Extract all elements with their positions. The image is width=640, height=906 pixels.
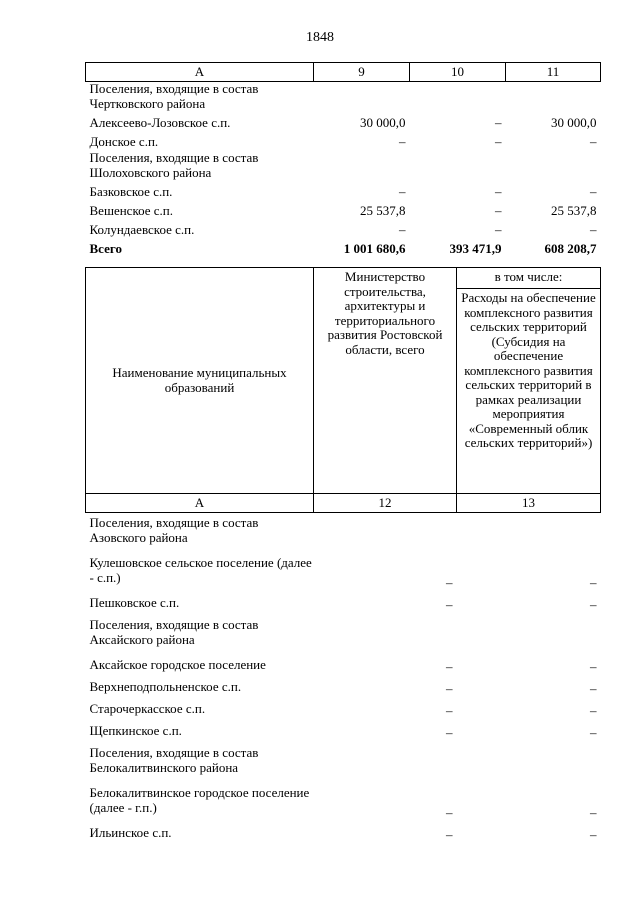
value-12: – xyxy=(446,596,453,612)
value-9 xyxy=(314,82,410,114)
row-name: Алексеево-Лозовское с.п. xyxy=(89,115,231,130)
column-header-a: А xyxy=(86,63,314,82)
value-11: – xyxy=(590,134,597,149)
column-header-10: 10 xyxy=(410,63,506,82)
value-12 xyxy=(314,615,457,655)
value-13 xyxy=(457,513,601,554)
value-11 xyxy=(506,151,601,182)
value-10 xyxy=(410,82,506,114)
row-name: Поселения, входящие в состав Аксайского района xyxy=(89,617,259,647)
value-13: – xyxy=(590,826,597,842)
value-9 xyxy=(314,151,410,182)
value-11: – xyxy=(590,184,597,199)
value-11: 30 000,0 xyxy=(551,115,597,130)
value-13: – xyxy=(590,724,597,740)
budget-table-part-1 xyxy=(85,62,601,259)
row-name: Вешенское с.п. xyxy=(89,203,174,218)
value-9: – xyxy=(399,134,406,149)
row-name: Поселения, входящие в состав Белокалитвинского района xyxy=(89,745,259,775)
value-12: – xyxy=(446,658,453,674)
row-name: Верхнеподпольненское с.п. xyxy=(89,679,242,694)
table-row xyxy=(86,132,601,151)
total-value-11: 608 208,7 xyxy=(544,241,597,256)
table-header-row xyxy=(86,268,601,289)
value-13: – xyxy=(590,804,597,820)
row-name: Белокалитвинское городское поселение (далее - г.п.) xyxy=(89,785,310,815)
value-13: – xyxy=(590,702,597,718)
value-10: – xyxy=(495,203,502,218)
value-10: – xyxy=(495,222,502,237)
value-10: – xyxy=(495,134,502,149)
value-12: – xyxy=(446,826,453,842)
table-row xyxy=(86,699,601,721)
column-header-a: А xyxy=(86,494,314,513)
budget-table-part-2 xyxy=(85,267,601,845)
row-name: Поселения, входящие в состав Шолоховского района xyxy=(89,150,259,180)
table-row xyxy=(86,743,601,783)
value-13: – xyxy=(590,658,597,674)
total-value-10: 393 471,9 xyxy=(449,241,502,256)
value-12: – xyxy=(446,574,453,590)
header-rural-development-expenses: Расходы на обеспечение комплексного развития сельских территорий (Субсидия на обеспечение комплексного развития сельских территорий в рамках реализации мероприятия «Современный облик сельских территорий») xyxy=(457,289,601,494)
header-including: в том числе: xyxy=(457,268,601,289)
table-row xyxy=(86,677,601,699)
table-row xyxy=(86,220,601,239)
column-header-13: 13 xyxy=(457,494,601,513)
value-9: – xyxy=(399,184,406,199)
value-10 xyxy=(410,151,506,182)
table-row xyxy=(86,615,601,655)
row-name: Поселения, входящие в состав Азовского района xyxy=(89,515,259,545)
header-municipal-names: Наименование муниципальных образований xyxy=(86,268,314,494)
column-header-12: 12 xyxy=(314,494,457,513)
total-label: Всего xyxy=(89,241,122,256)
value-9: 30 000,0 xyxy=(360,115,406,130)
row-name: Базковское с.п. xyxy=(89,184,173,199)
value-13: – xyxy=(590,596,597,612)
value-11: 25 537,8 xyxy=(551,203,597,218)
table-header-row xyxy=(86,63,601,82)
table-row xyxy=(86,593,601,615)
row-name: Старочеркасское с.п. xyxy=(89,701,206,716)
column-header-9: 9 xyxy=(314,63,410,82)
total-row xyxy=(86,239,601,259)
value-10: – xyxy=(495,115,502,130)
value-13 xyxy=(457,615,601,655)
row-name: Аксайское городское поселение xyxy=(89,657,266,672)
value-9: 25 537,8 xyxy=(360,203,406,218)
value-10: – xyxy=(495,184,502,199)
value-9: – xyxy=(399,222,406,237)
table-row xyxy=(86,655,601,677)
value-12: – xyxy=(446,804,453,820)
table-row xyxy=(86,182,601,201)
value-13: – xyxy=(590,574,597,590)
row-name: Донское с.п. xyxy=(89,134,159,149)
row-name: Ильинское с.п. xyxy=(89,825,172,840)
table-row xyxy=(86,82,601,114)
value-13: – xyxy=(590,680,597,696)
table-row xyxy=(86,113,601,132)
value-12 xyxy=(314,513,457,554)
row-name: Поселения, входящие в состав Чертковского района xyxy=(89,81,259,111)
value-12 xyxy=(314,743,457,783)
table-row xyxy=(86,513,601,554)
value-11 xyxy=(506,82,601,114)
total-value-9: 1 001 680,6 xyxy=(343,241,406,256)
row-name: Кулешовское сельское поселение (далее - с.п.) xyxy=(89,555,312,585)
table-row xyxy=(86,721,601,743)
value-11: – xyxy=(590,222,597,237)
table-row xyxy=(86,151,601,182)
header-ministry-total: Министерство строительства, архитектуры и территориального развития Ростовской области, всего xyxy=(314,268,457,494)
table-row xyxy=(86,823,601,845)
table-row xyxy=(86,553,601,593)
row-name: Пешковское с.п. xyxy=(89,595,180,610)
value-12: – xyxy=(446,702,453,718)
value-12: – xyxy=(446,680,453,696)
row-name: Колундаевское с.п. xyxy=(89,222,195,237)
page-number: 1848 xyxy=(306,30,334,45)
value-12: – xyxy=(446,724,453,740)
column-header-11: 11 xyxy=(506,63,601,82)
value-13 xyxy=(457,743,601,783)
column-number-row xyxy=(86,494,601,513)
table-row xyxy=(86,783,601,823)
row-name: Щепкинское с.п. xyxy=(89,723,182,738)
table-row xyxy=(86,201,601,220)
